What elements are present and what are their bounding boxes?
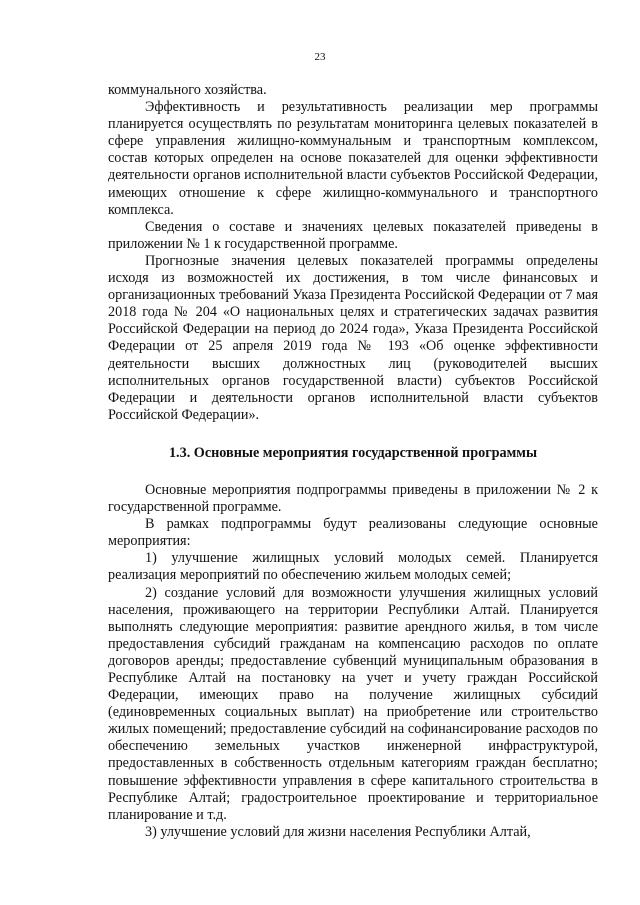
paragraph: Основные мероприятия подпрограммы приведены в приложении № 2 к государственной программе. — [108, 481, 598, 516]
paragraph: В рамках подпрограммы будут реализованы следующие основные мероприятия: — [108, 516, 598, 550]
list-item-paragraph: 1) улучшение жилищных условий молодых семей. Планируется реализация мероприятий по обеспечению жильем молодых семей; — [108, 550, 598, 584]
section-heading: 1.3. Основные мероприятия государственной программы — [168, 444, 538, 461]
list-item-paragraph: 3) улучшение условий для жизни населения Республики Алтай, — [145, 823, 531, 840]
paragraph: Эффективность и результативность реализации мер программы планируется осуществлять по результатам мониторинга целевых показателей в сфере управления жилищно-коммунальным и транспортным комплексом, состав которых определен на основе показателей для оценки эффективности деятельности органов исполнительной власти субъектов Российской Федерации, имеющих отношение к сфере жилищно-коммунального и транспортного комплекса. — [108, 99, 598, 218]
paragraph: Сведения о составе и значениях целевых показателей приведены в приложении № 1 к государственной программе. — [108, 218, 598, 252]
paragraph: Прогнозные значения целевых показателей программы определены исходя из возможностей их достижения, в том числе финансовых и организационных требований Указа Президента Российской Федерации от 7 мая 2018 года № 204 «О национальных целях и стратегических задачах развития Российской Федерации на период до 2024 года», Указа Президента Российской Федерации от 25 апреля 2019 года № 193 «Об оценке эффективности деятельности высших должностных лиц (руководителей высших исполнительных органов государственной власти) субъектов Российской Федерации и деятельности органов исполнительной власти субъектов Российской Федерации». — [108, 252, 598, 423]
page-body — [108, 82, 598, 841]
page-number: 23 — [314, 51, 326, 63]
list-item-paragraph: 2) создание условий для возможности улучшения жилищных условий населения, проживающего на территории Республики Алтай. Планируется выполнять следующие мероприятия: развитие арендного жилья, в том числе предоставления субсидий гражданам на компенсацию расходов по оплате договоров аренды; предоставление субвенций муниципальным образования в Республике Алтай на постановку на учет и учету граждан Российской Федерации, имеющих право на получение жилищных субсидий (единовременных социальных выплат) на приобретение или строительство жилых помещений; предоставление субсидий на софинансирование расходов по обеспечению земельных участков инженерной инфраструктурой, предоставленных в собственность отдельным категориям граждан бесплатно; повышение эффективности управления в сфере капитального строительства в Республике Алтай; градостроительное проектирование и территориальное планирование и т.д. — [108, 584, 598, 823]
paragraph: коммунального хозяйства. — [108, 82, 267, 98]
